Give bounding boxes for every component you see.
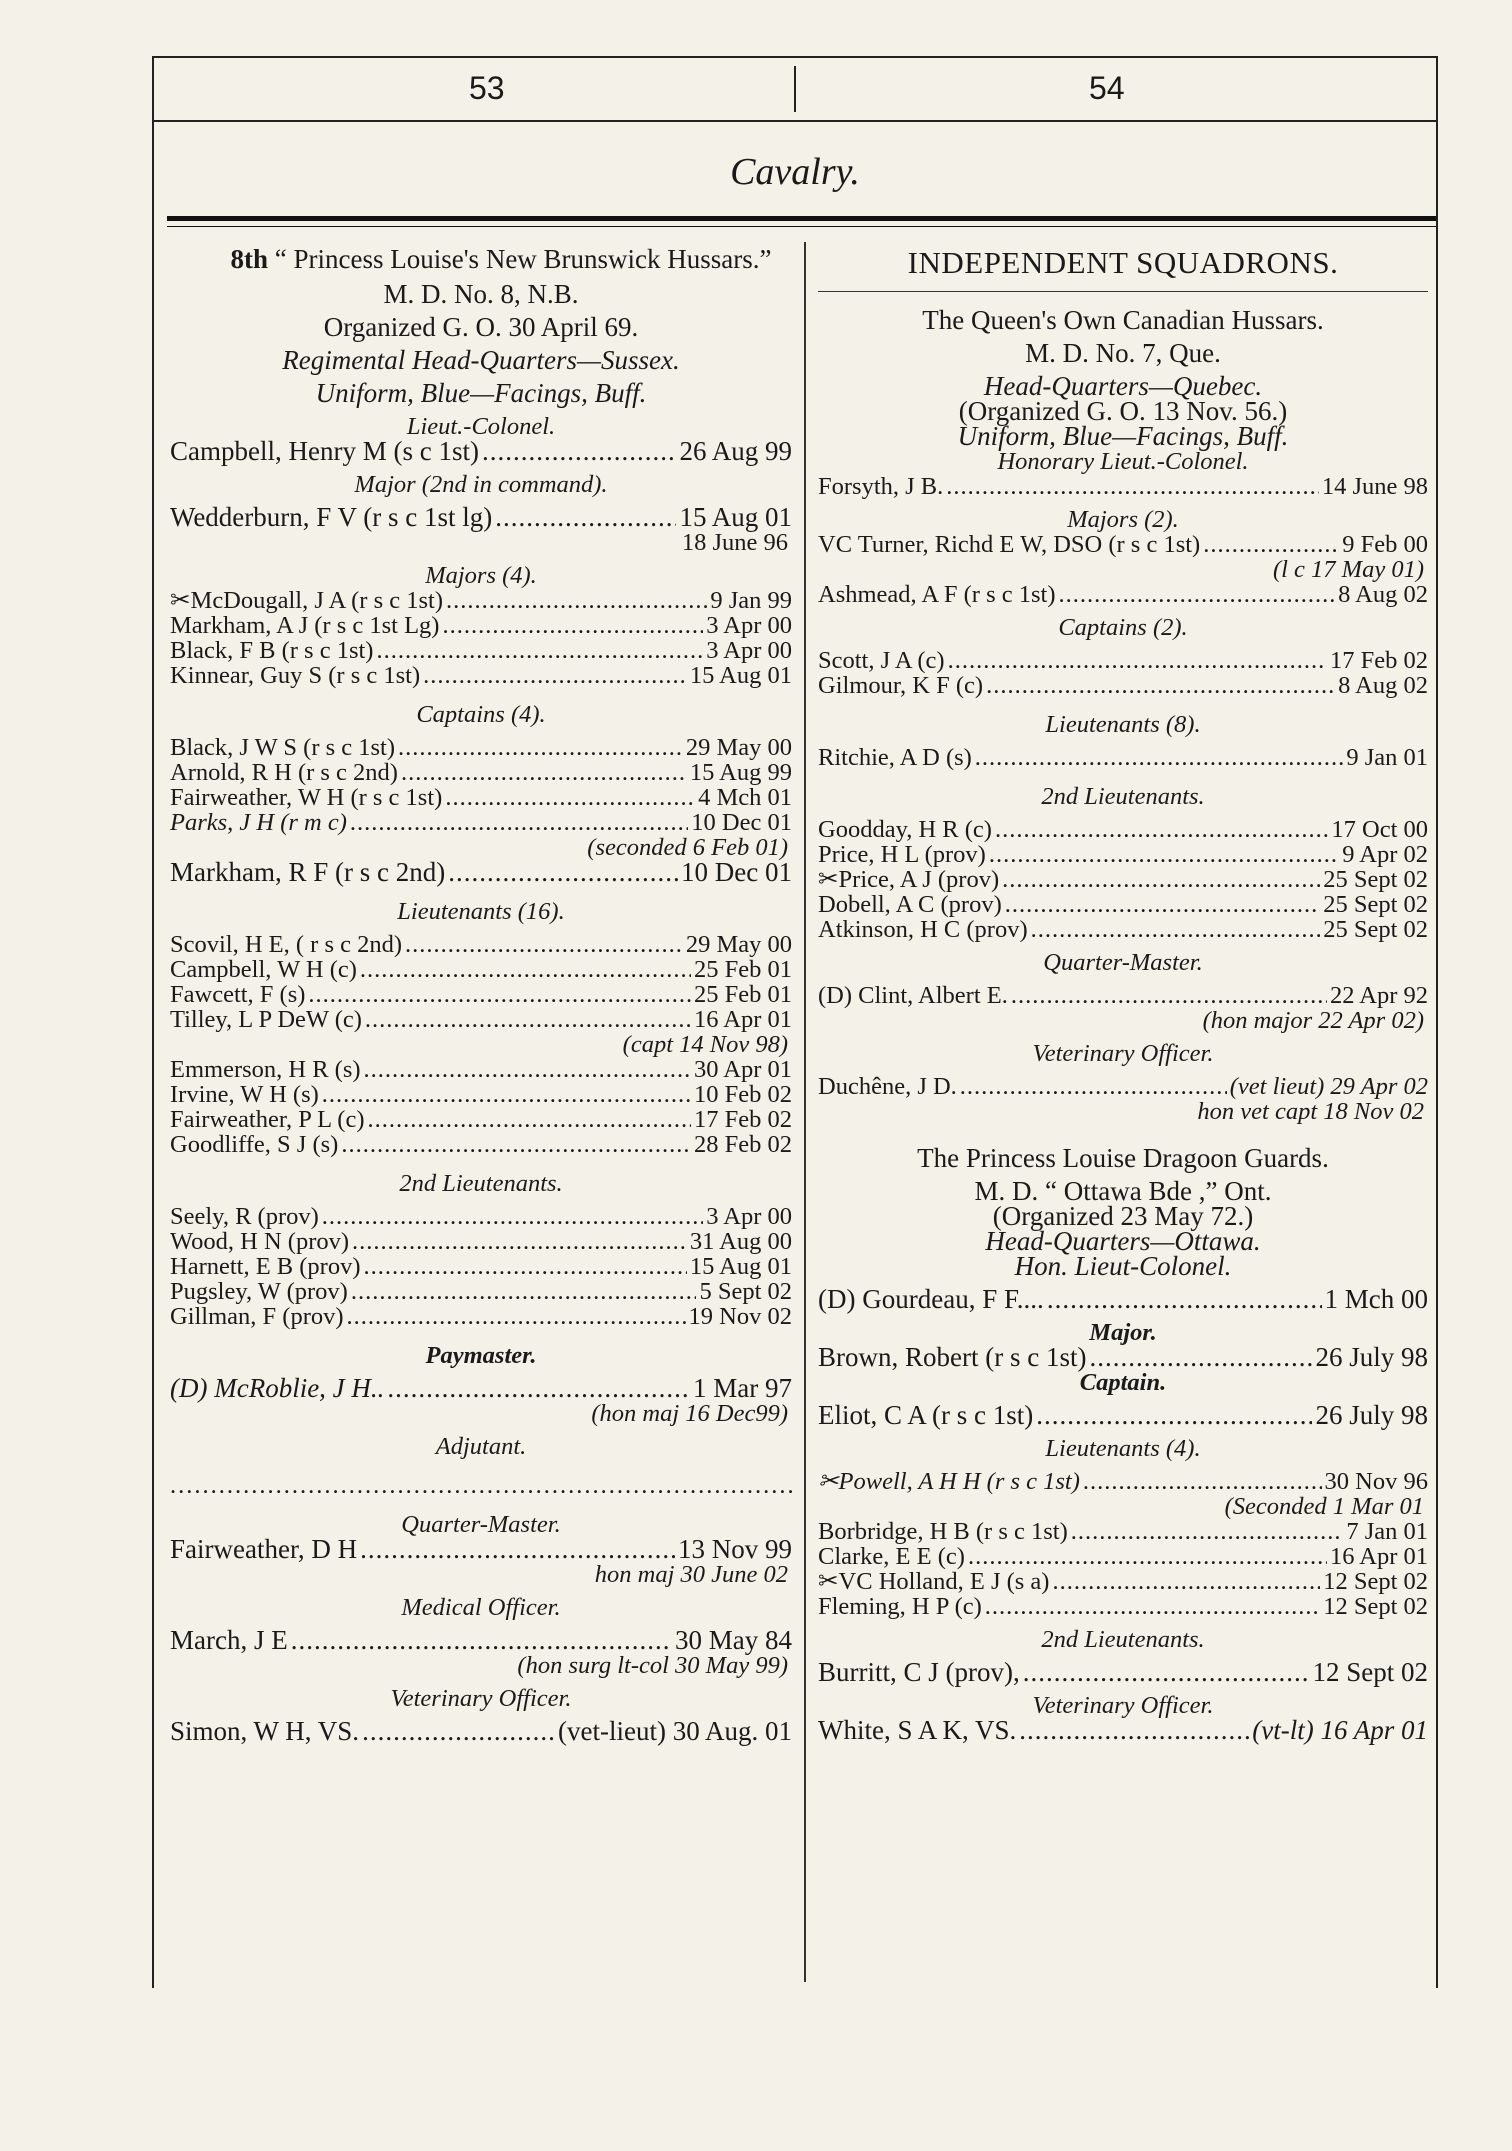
- list-item: ✂Price, A J (prov) ..... 25 Sept 02: [818, 867, 1428, 892]
- lt-col-heading: Lieut.-Colonel.: [406, 413, 556, 440]
- list-item: Fairweather, D H ..... 13 Nov 99: [170, 1537, 792, 1562]
- hq: Head-Quarters—Ottawa.: [985, 1226, 1261, 1256]
- list-item: Simon, W H, VS. ..... (vet-lieut) 30 Aug. 01: [170, 1719, 792, 1744]
- adjutant-heading: Adjutant.: [435, 1433, 527, 1460]
- list-item: Duchêne, J D. ..... (vet lieut) 29 Apr 02: [818, 1074, 1428, 1099]
- left-column: [170, 244, 792, 1744]
- title-rule-thin: [167, 226, 1436, 227]
- district: M. D. No. 7, Que.: [1025, 338, 1221, 368]
- section-title: Cavalry.: [730, 151, 860, 193]
- majors-heading: Majors (2).: [1067, 506, 1179, 533]
- independent-squadrons-heading: INDEPENDENT SQUADRONS.: [907, 245, 1339, 280]
- list-item: Goodliffe, S J (s) ..... 28 Feb 02: [170, 1132, 792, 1157]
- vet-heading: Veterinary Officer.: [390, 1685, 572, 1712]
- captains-heading: Captains (2).: [1058, 614, 1188, 641]
- lieutenants-heading: Lieutenants (16).: [397, 898, 565, 925]
- captain-heading: Captain.: [1079, 1369, 1167, 1396]
- list-item: Markham, A J (r s c 1st Lg) ..... 3 Apr 00: [170, 613, 792, 638]
- captains-heading: Captains (4).: [416, 701, 546, 728]
- list-item: Campbell, W H (c) ..... 25 Feb 01: [170, 957, 792, 982]
- list-item: Fairweather, P L (c) ..... 17 Feb 02: [170, 1107, 792, 1132]
- squadron-name: The Queen's Own Canadian Hussars.: [922, 305, 1324, 335]
- list-item: March, J E ..... 30 May 84: [170, 1628, 792, 1653]
- list-item: Burritt, C J (prov), ..... 12 Sept 02: [818, 1660, 1428, 1685]
- list-item: Parks, J H (r m c) ..... 10 Dec 01: [170, 810, 792, 835]
- list-item: Seely, R (prov) ..... 3 Apr 00: [170, 1204, 792, 1229]
- column-divider: [804, 242, 806, 1982]
- entry-note: (hon surg lt-col 30 May 99): [517, 1652, 788, 1679]
- entry-note: hon vet capt 18 Nov 02: [1197, 1098, 1424, 1125]
- list-item: Price, H L (prov) ..... 9 Apr 02: [818, 842, 1428, 867]
- list-item: Arnold, R H (r s c 2nd) ..... 15 Aug 99: [170, 760, 792, 785]
- major-heading: Major (2nd in command).: [354, 471, 608, 498]
- list-item: Ashmead, A F (r s c 1st) ..... 8 Aug 02: [818, 582, 1428, 607]
- list-item: Pugsley, W (prov) ..... 5 Sept 02: [170, 1279, 792, 1304]
- list-item: Scovil, H E, ( r s c 2nd) ..... 29 May 00: [170, 932, 792, 957]
- list-item: ✂Powell, A H H (r s c 1st) ..... 30 Nov 96: [818, 1469, 1428, 1494]
- list-item: ✂VC Holland, E J (s a) ..... 12 Sept 02: [818, 1569, 1428, 1594]
- squadron-name: The Princess Louise Dragoon Guards.: [917, 1143, 1329, 1173]
- uniform: Uniform, Blue—Facings, Buff.: [957, 421, 1289, 451]
- title-rule-thick: [167, 216, 1436, 221]
- organized: Organized G. O. 30 April 69.: [323, 312, 639, 342]
- header-divider: [794, 66, 796, 112]
- entry-note: hon maj 30 June 02: [594, 1561, 788, 1588]
- medical-heading: Medical Officer.: [401, 1594, 561, 1621]
- vet-heading: Veterinary Officer.: [1032, 1040, 1214, 1067]
- list-item: Ritchie, A D (s) ..... 9 Jan 01: [818, 745, 1428, 770]
- list-item: Fawcett, F (s) ..... 25 Feb 01: [170, 982, 792, 1007]
- regiment-number: 8th: [230, 244, 268, 274]
- page-number-left: 53: [469, 70, 505, 106]
- list-item: Fairweather, W H (r s c 1st) ..... 4 Mch 01: [170, 785, 792, 810]
- list-item: Markham, R F (r s c 2nd) ..... 10 Dec 01: [170, 860, 792, 885]
- list-item: Atkinson, H C (prov) ..... 25 Sept 02: [818, 917, 1428, 942]
- list-item: Kinnear, Guy S (r s c 1st) ..... 15 Aug 01: [170, 663, 792, 688]
- hon-lt-col-heading: Honorary Lieut.-Colonel.: [997, 448, 1249, 475]
- list-item: Clarke, E E (c) ..... 16 Apr 01: [818, 1544, 1428, 1569]
- list-item: Gilmour, K F (c) ..... 8 Aug 02: [818, 673, 1428, 698]
- district: M. D. “ Ottawa Bde ,” Ont.: [974, 1176, 1272, 1206]
- organized: (Organized G. O. 13 Nov. 56.): [958, 396, 1288, 426]
- lieutenants-heading: Lieutenants (8).: [1045, 711, 1201, 738]
- list-item: Campbell, Henry M (s c 1st) ..... 26 Aug 99: [170, 439, 792, 464]
- second-lts-heading: 2nd Lieutenants.: [1041, 1626, 1205, 1653]
- list-item: (D) Clint, Albert E. ..... 22 Apr 92: [818, 983, 1428, 1008]
- list-item: Scott, J A (c) ..... 17 Feb 02: [818, 648, 1428, 673]
- entry-note: (hon maj 16 Dec99): [591, 1400, 788, 1427]
- entry-note: (seconded 6 Feb 01): [587, 834, 788, 861]
- list-item: (D) Gourdeau, F F.... ..... 1 Mch 00: [818, 1287, 1428, 1312]
- list-item: White, S A K, VS. ..... (vt-lt) 16 Apr 01: [818, 1718, 1428, 1743]
- list-item: Irvine, W H (s) ..... 10 Feb 02: [170, 1082, 792, 1107]
- list-item: Fleming, H P (c) ..... 12 Sept 02: [818, 1594, 1428, 1619]
- list-item: (D) McRoblie, J H.. ..... 1 Mar 97: [170, 1376, 792, 1401]
- list-item: Brown, Robert (r s c 1st) ..... 26 July 98: [818, 1345, 1428, 1370]
- hq: Head-Quarters—Quebec.: [983, 371, 1263, 401]
- entry-note: 18 June 96: [681, 529, 788, 556]
- regimental-hq: Regimental Head-Quarters—Sussex.: [282, 345, 680, 375]
- list-item: Emmerson, H R (s) ..... 30 Apr 01: [170, 1057, 792, 1082]
- entry-note: (capt 14 Nov 98): [622, 1031, 788, 1058]
- list-item: Forsyth, J B. ..... 14 June 98: [818, 474, 1428, 499]
- regiment-heading: [170, 244, 792, 274]
- header-rule: [154, 120, 1436, 122]
- list-item: VC Turner, Richd E W, DSO (r s c 1st) ..... 9 Feb 00: [818, 532, 1428, 557]
- list-item: Black, F B (r s c 1st) ..... 3 Apr 00: [170, 638, 792, 663]
- regiment-name: “ Princess Louise's New Brunswick Hussars.”: [274, 244, 772, 274]
- lieutenants-heading: Lieutenants (4).: [1045, 1435, 1201, 1462]
- organized: (Organized 23 May 72.): [992, 1201, 1254, 1231]
- list-item: Goodday, H R (c) ..... 17 Oct 00: [818, 817, 1428, 842]
- list-item: Harnett, E B (prov) ..... 15 Aug 01: [170, 1254, 792, 1279]
- qm-heading: Quarter-Master.: [401, 1511, 561, 1538]
- paymaster-heading: Paymaster.: [425, 1342, 537, 1369]
- list-item: Gillman, F (prov) ..... 19 Nov 02: [170, 1304, 792, 1329]
- second-lts-heading: 2nd Lieutenants.: [1041, 783, 1205, 810]
- district: M. D. No. 8, N.B.: [383, 279, 579, 309]
- list-item: Tilley, L P DeW (c) ..... 16 Apr 01: [170, 1007, 792, 1032]
- list-item: Eliot, C A (r s c 1st) ..... 26 July 98: [818, 1403, 1428, 1428]
- major-heading: Major.: [1089, 1319, 1157, 1346]
- right-column: [818, 244, 1428, 1743]
- list-item: ✂McDougall, J A (r s c 1st) ..... 9 Jan 99: [170, 588, 792, 613]
- page-number-right: 54: [1089, 70, 1125, 106]
- adjutant-vacant: [170, 1473, 792, 1498]
- hon-lt-col-heading: Hon. Lieut-Colonel.: [1014, 1251, 1232, 1281]
- entry-note: (Seconded 1 Mar 01: [1224, 1493, 1424, 1520]
- second-lts-heading: 2nd Lieutenants.: [399, 1170, 563, 1197]
- majors-heading: Majors (4).: [425, 562, 537, 589]
- list-item: Black, J W S (r s c 1st) ..... 29 May 00: [170, 735, 792, 760]
- uniform: Uniform, Blue—Facings, Buff.: [315, 378, 647, 408]
- vet-heading: Veterinary Officer.: [1032, 1692, 1214, 1719]
- list-item: Wood, H N (prov) ..... 31 Aug 00: [170, 1229, 792, 1254]
- page-frame: [152, 56, 1438, 1988]
- list-item: Dobell, A C (prov) ..... 25 Sept 02: [818, 892, 1428, 917]
- entry-note: (l c 17 May 01): [1272, 556, 1424, 583]
- list-item: Borbridge, H B (r s c 1st) ..... 7 Jan 01: [818, 1519, 1428, 1544]
- entry-note: (hon major 22 Apr 02): [1202, 1007, 1424, 1034]
- qm-heading: Quarter-Master.: [1043, 949, 1203, 976]
- heading-rule: [818, 291, 1428, 292]
- list-item: Wedderburn, F V (r s c 1st lg) ..... 15 Aug 01: [170, 505, 792, 530]
